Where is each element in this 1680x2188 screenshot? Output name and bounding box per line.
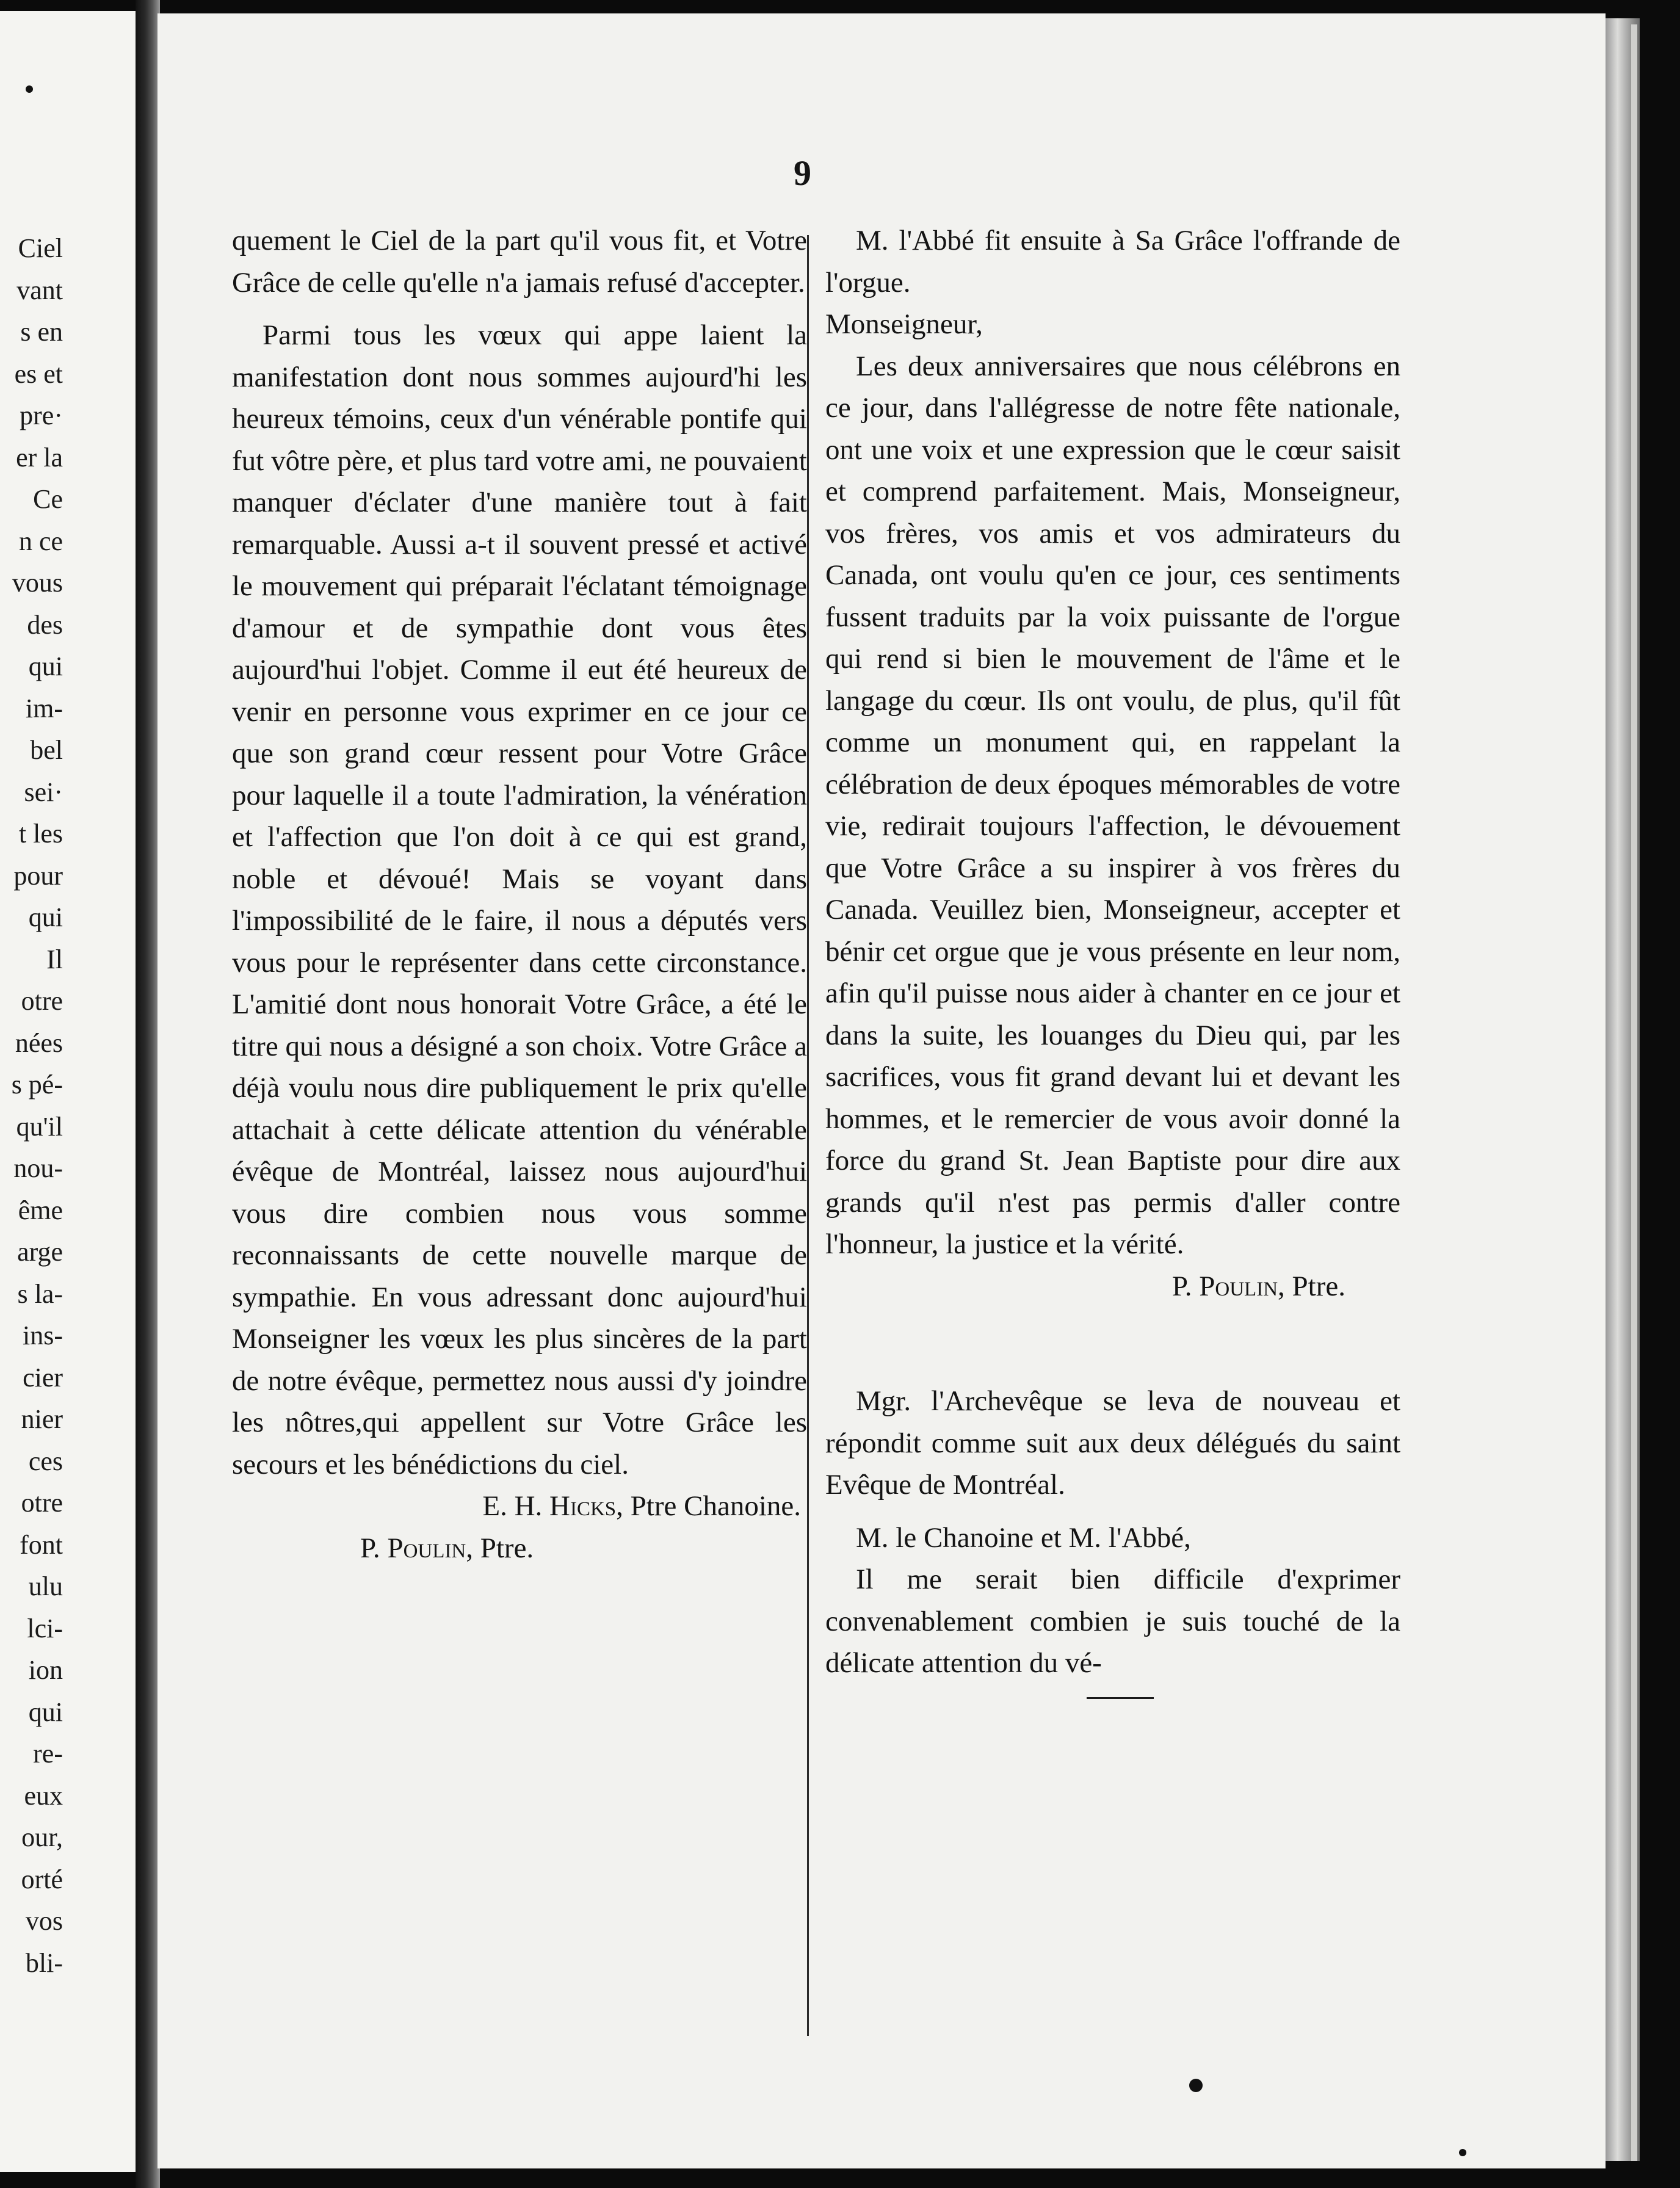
facing-page-fragment: cier (23, 1362, 63, 1393)
facing-page-fragment: er la (16, 442, 63, 473)
salutation-chanoine-abbe: M. le Chanoine et M. l'Abbé, (856, 1521, 1191, 1554)
facing-page-fragment: ins- (23, 1320, 63, 1350)
signature-hicks: E. H. Hicks, Ptre Chanoine. (482, 1490, 801, 1522)
right-intro: M. l'Abbé fit ensuite à Sa Grâce l'offrande de l'orgue. (825, 225, 1400, 299)
facing-page-fragment: arge (17, 1237, 63, 1267)
facing-page-fragment: s en (20, 317, 63, 347)
facing-page-fragment: ion (28, 1655, 63, 1685)
facing-page-fragment: ême (18, 1195, 63, 1225)
salutation-monseigneur: Monseigneur, (825, 308, 983, 340)
facing-page-fragment: Il (46, 944, 63, 974)
facing-page-fragment: des (27, 609, 63, 640)
facing-page-fragment: qui (28, 902, 63, 932)
facing-page-fragment: t les (18, 819, 63, 849)
facing-page-fragment: im- (25, 693, 63, 723)
facing-page-fragment: vous (12, 568, 63, 598)
facing-page-fragment: ces (28, 1446, 63, 1476)
left-column (232, 220, 807, 1569)
facing-page-fragment: otre (21, 986, 63, 1016)
facing-page-fragment: bel (30, 735, 63, 765)
right-paragraph-orgue: Les deux anniversaires que nous célébrons en ce jour, dans l'allégresse de notre fête nationale, ont une voix et une expression que le cœur saisit et comprend parfaitement. Mais, Monseigneur, vos frères, vos amis et vos admirateurs du Canada, ont voulu qu'en ce jour, ces sentiments fussent traduits par la voix puissante de l'orgue qui rend si bien le mouvement de l'âme et le langage du cœur. Ils ont voulu, de plus, qu'il fût comme un monument qui, en rappelant la célébration de deux époques mémorables de votre vie, redirait toujours l'affection, le dévouement que Votre Grâce a su inspirer à vos frères du Canada. Veuillez bien, Monseigneur, accepter et bénir cet orgue que je vous présente en leur nom, afin qu'il puisse nous aider à chanter en ce jour et dans la suite, les louanges du Dieu qui, par les sacrifices, vous fit grand devant lui et devant les hommes, et le remercier de vous avoir donné la force du grand St. Jean Baptiste pour dire aux grands qu'il n'est pas permis d'aller contre l'honneur, la justice et la vérité. (825, 350, 1400, 1260)
facing-page-fragment: Ce (33, 484, 63, 514)
facing-page-strip (0, 11, 137, 2172)
facing-page-fragment: our, (21, 1822, 63, 1852)
facing-page-fragment: s la- (17, 1278, 63, 1309)
right-column (825, 220, 1400, 1684)
facing-page-fragment: vos (25, 1906, 63, 1936)
facing-page-fragment: qui (28, 1697, 63, 1727)
facing-page-fragment: otre (21, 1488, 63, 1518)
left-paragraph-1: quement le Ciel de la part qu'il vous fit, et Votre Grâce de celle qu'elle n'a jamais refusé d'accepter. (232, 225, 807, 299)
facing-page-fragment: lci- (27, 1613, 63, 1643)
facing-page-fragment: n ce (18, 526, 63, 556)
facing-page-fragment: re- (33, 1739, 63, 1769)
section-rule (1087, 1697, 1154, 1699)
facing-page-fragment: qui (28, 651, 63, 681)
facing-page-fragment: vant (16, 275, 63, 305)
facing-page-fragment: es et (14, 358, 63, 389)
right-paragraph-reply: Il me serait bien difficile d'exprimer convenablement combien je suis touché de la délicate attention du vé- (825, 1563, 1400, 1679)
signature-poulin-left: P. Poulin, Ptre. (360, 1532, 534, 1564)
ink-speck (1459, 2149, 1466, 2156)
ink-speck (26, 85, 33, 93)
facing-page-fragment: nou- (13, 1153, 63, 1183)
facing-page-fragment: eux (24, 1780, 63, 1811)
page-number: 9 (794, 153, 811, 193)
facing-page-fragment: pour (13, 860, 63, 891)
facing-page-fragment: orté (21, 1864, 63, 1894)
column-divider (807, 235, 809, 2036)
facing-page-fragment: qu'il (16, 1111, 63, 1142)
right-paragraph-archeveque: Mgr. l'Archevêque se leva de nouveau et répondit comme suit aux deux délégués du saint Evêque de Montréal. (825, 1385, 1400, 1501)
facing-page-fragment: s pé- (11, 1070, 63, 1099)
page-edge (1631, 24, 1637, 2161)
facing-page-fragment: nier (21, 1404, 63, 1434)
facing-page-fragment: ulu (28, 1571, 63, 1601)
book-gutter (136, 0, 160, 2188)
facing-page-fragment: Ciel (18, 233, 63, 263)
facing-page-fragment: font (20, 1529, 63, 1560)
signature-poulin-right: P. Poulin, Ptre. (1171, 1270, 1345, 1302)
facing-page-fragment: sei· (24, 777, 63, 807)
left-paragraph-2: Parmi tous les vœux qui appe laient la manifestation dont nous sommes aujourd'hi les heureux témoins, ceux d'un vénérable pontife qui fut vôtre père, et plus tard votre ami, ne pouvaient manquer d'éclater d'une manière tout à fait remarquable. Aussi a-t il souvent pressé et activé le mouvement qui préparait l'éclatant témoignage d'amour et de sympathie dont vous êtes aujourd'hui l'objet. Comme il eut été heureux de venir en personne vous exprimer en ce jour ce que son grand cœur ressent pour Votre Grâce pour laquelle il a toute l'admiration, la vénération et l'affection que l'on doit à ce qui est grand, noble et dévoué! Mais se voyant dans l'impossibilité de le faire, il nous a députés vers vous pour le représenter dans cette circonstance. L'amitié dont nous honorait Votre Grâce, a été le titre qui nous a désigné a son choix. Votre Grâce a déjà voulu nous dire publiquement le prix qu'elle attachait à cette délicate attention du vénérable évêque de Montréal, laissez nous aujourd'hui vous dire combien nous vous somme reconnaissants de cette nouvelle marque de sympathie. En vous adressant donc aujourd'hui Monseigner les vœux les plus sincères de la part de notre évêque, permettez nous aussi d'y joindre les nôtres,qui appellent sur Votre Grâce les secours et les bénédictions du ciel. (232, 319, 807, 1480)
facing-page-fragment: bli- (25, 1947, 63, 1978)
ink-speck (1189, 2079, 1203, 2092)
facing-page-fragment: nées (15, 1027, 63, 1058)
facing-page-fragment: pre· (20, 400, 63, 430)
